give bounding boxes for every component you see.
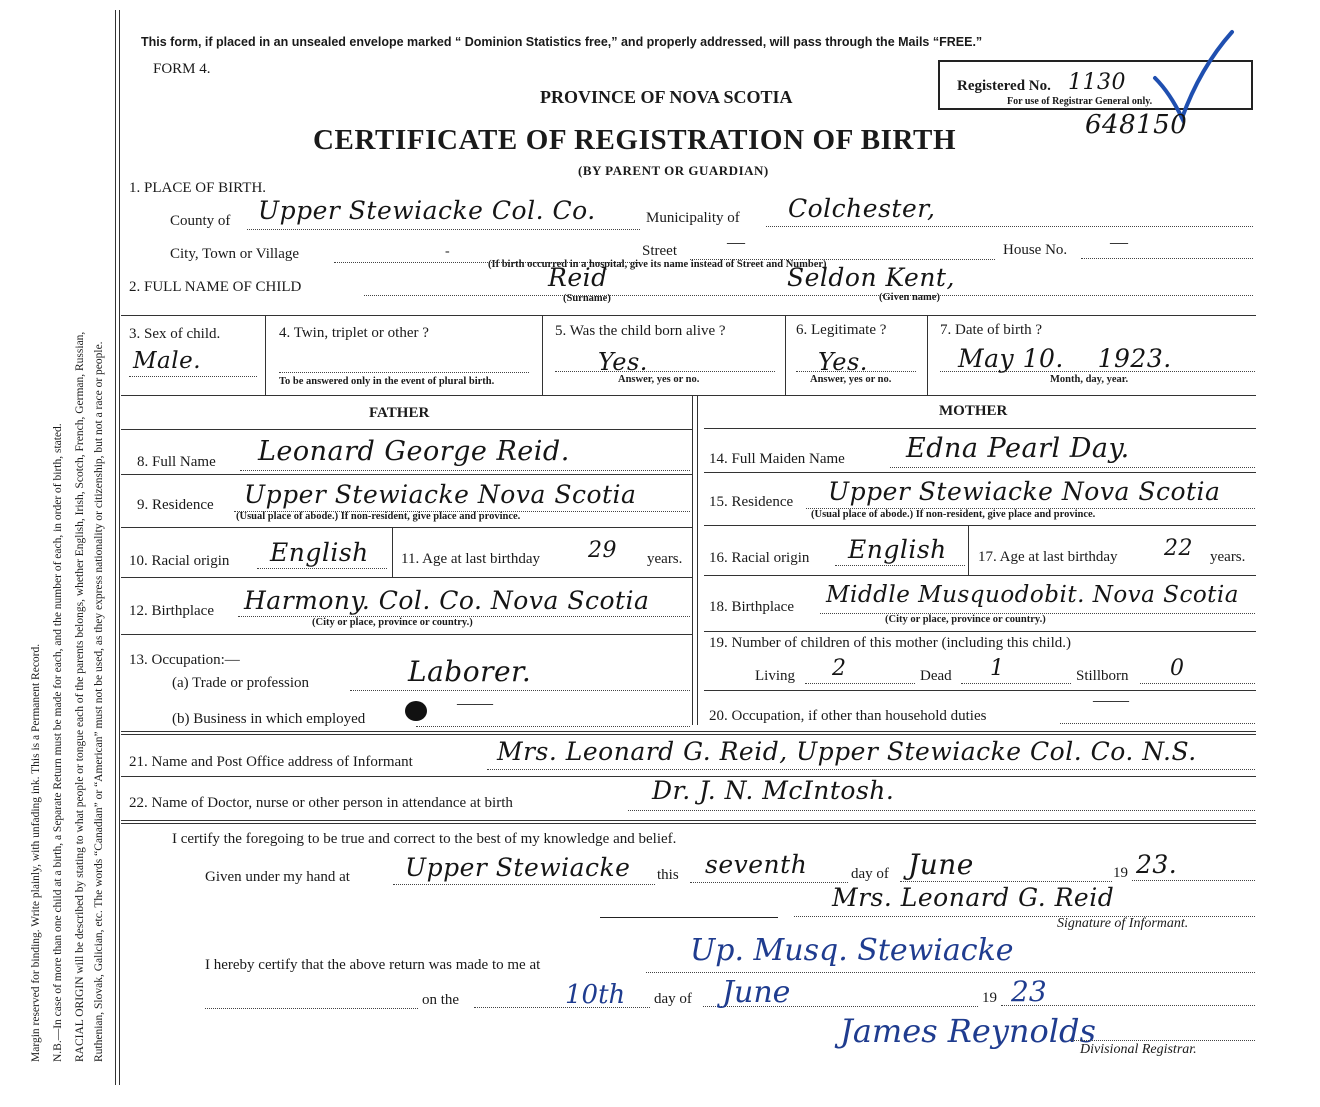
legitimate-label: 6. Legitimate ? [796,322,887,338]
father-heading: FATHER [369,405,430,421]
mail-notice-text: This form, if placed in an unsealed envelope marked “ Dominion Statistics free,” and properly addressed, will pass through the Mails [141,35,933,49]
father-racial-label: 10. Racial origin [129,553,230,569]
county-line [247,229,640,230]
row-rule [121,731,1256,732]
father-birthplace-caption: (City or place, province or country.) [312,617,473,628]
dob-caption: Month, day, year. [1050,374,1129,385]
child-name-label: 2. FULL NAME OF CHILD [129,279,302,295]
row-rule [121,820,1256,821]
registrar-on-line [205,1008,418,1009]
signature-rule [600,917,778,918]
mother-racial-line [835,565,965,566]
certify-statement: I certify the foregoing to be true and correct to the best of my knowledge and belief. [172,831,677,847]
father-occupation-label: 13. Occupation:— [129,652,240,668]
informant-line [487,769,1255,770]
registrar-use-note: For use of Registrar General only. [1007,96,1153,107]
alive-label: 5. Was the child born alive ? [555,323,726,339]
registrar-signature: James Reynolds [840,1012,1096,1050]
row-rule [121,577,692,578]
day-of-label: day of [851,866,889,882]
col-rule [542,315,543,395]
row-rule [704,631,1256,632]
child-name-line [364,295,1253,296]
twin-note: To be answered only in the event of plural birth. [279,376,495,387]
registrar-day-of-label: day of [654,991,692,1007]
row-rule [121,823,1256,824]
father-birthplace-value: Harmony. Col. Co. Nova Scotia [244,586,650,615]
registered-number: 1130 [1068,70,1126,95]
registrar-year-value: 23 [1011,975,1047,1008]
day-value: seventh [705,850,808,879]
mail-notice [141,35,982,49]
mother-age-label: 17. Age at last birthday [978,549,1118,565]
county-label: County of [170,213,231,229]
registrar-statement: I hereby certify that the above return was made to me at [205,957,541,973]
living-label: Living [755,668,795,684]
row-rule [121,315,1256,316]
father-business-label: (b) Business in which employed [172,711,366,727]
mother-age-value: 22 [1164,536,1193,561]
dead-line [961,683,1071,684]
registrar-date-value: 10th [565,980,626,1010]
registrar-place-value: Up. Musq. Stewiacke [690,933,1014,968]
col-rule [392,527,393,577]
living-line [805,683,915,684]
given-place-value: Upper Stewiacke [405,853,631,882]
row-rule [704,575,1256,576]
stillborn-label: Stillborn [1076,668,1129,684]
row-rule [704,472,1256,473]
mother-birthplace-value: Middle Musquodobit. Nova Scotia [826,582,1239,608]
month-value: June [908,848,974,881]
given-place-line [393,884,655,885]
mother-racial-value: English [848,535,947,564]
row-rule [121,527,692,528]
mother-name-value: Edna Pearl Day. [906,433,1130,464]
sex-line [129,376,257,377]
father-trade-label: (a) Trade or profession [172,675,310,691]
col-rule [785,315,786,395]
father-residence-value: Upper Stewiacke Nova Scotia [244,480,637,509]
twin-line [279,372,529,373]
registrar-caption: Divisional Registrar. [1080,1042,1197,1057]
certificate-subtitle: (BY PARENT OR GUARDIAN) [578,163,769,178]
year-value: 23. [1136,850,1178,879]
alive-line [555,371,775,372]
doctor-value: Dr. J. N. McIntosh. [652,776,895,805]
dob-label: 7. Date of birth ? [940,322,1043,338]
mother-residence-value: Upper Stewiacke Nova Scotia [828,477,1221,506]
mother-age-unit: years. [1210,549,1246,565]
living-value: 2 [832,656,847,681]
father-age-value: 29 [588,538,617,563]
margin-rule [119,10,120,1085]
year-line [1132,880,1255,881]
margin-note-multiple-births: N.B.—In case of more than one child at a birth, a Separate Return must be made for each, and the number of each, in order of birth, stated. [52,423,64,1062]
row-rule [704,525,1256,526]
ink-blot-icon [402,698,430,724]
racial-origin-note: RACIAL ORIGIN will be described by stating to what people or tongue each of the parents belongs, whether English, Irish, Scotch, French, German, Russian, [74,331,86,1062]
col-rule [265,315,266,395]
row-rule [704,428,1256,429]
mother-racial-label: 16. Racial origin [709,550,810,566]
alive-value: Yes. [598,348,648,376]
row-rule [121,734,1256,735]
city-label: City, Town or Village [170,246,300,262]
stillborn-line [1140,683,1255,684]
stillborn-value: 0 [1170,656,1185,681]
house-label: House No. [1003,242,1068,258]
row-rule [121,474,692,475]
father-racial-value: English [270,538,369,567]
col-rule [968,525,969,575]
registrar-month-value: June [722,975,791,1010]
parents-divider [697,395,698,725]
registrar-signature-line [1070,1040,1255,1041]
father-residence-caption: (Usual place of abode.) If non-resident, give place and province. [236,511,521,522]
mother-heading: MOTHER [939,403,1008,419]
street-value: — [727,232,745,252]
margin-note-binding: Margin reserved for binding. Write plainly, with unfading ink. This is a Permanent Record. [30,643,42,1062]
street-label: Street [642,243,677,259]
month-line [900,881,1112,882]
certificate-title: CERTIFICATE OF REGISTRATION OF BIRTH [313,124,957,156]
father-trade-value: Laborer. [408,655,532,688]
given-under-label: Given under my hand at [205,869,350,885]
father-racial-line [257,568,387,569]
doctor-label: 22. Name of Doctor, nurse or other person in attendance at birth [129,795,513,811]
mother-name-line [890,467,1255,468]
county-value: Upper Stewiacke Col. Co. [258,196,596,225]
margin-note-nationality: Ruthenian, Slovak, Galician, etc. The words “Canadian” or “American” must not be used, as they express nationality or citizenship, but not a race or people. [93,341,105,1062]
twin-label: 4. Twin, triplet or other ? [279,325,429,341]
municipality-label: Municipality of [646,210,740,226]
informant-label: 21. Name and Post Office address of Informant [129,754,413,770]
file-number: 648150 [1085,110,1188,140]
municipality-line [766,226,1253,227]
form-number: FORM 4. [153,61,211,77]
year-prefix: 19 [1113,865,1128,881]
child-given-name: Seldon Kent, [787,263,955,292]
father-age-label: 11. Age at last birthday [401,551,540,567]
sex-value: Male. [133,348,202,374]
father-trade-line [350,690,690,691]
dead-label: Dead [920,668,952,684]
mail-notice-free: “FREE.” [932,35,983,49]
informant-value: Mrs. Leonard G. Reid, Upper Stewiacke Col. Co. N.S. [497,737,1197,766]
mother-occupation-value: —— [1093,690,1129,710]
parents-divider [692,395,693,725]
informant-signature: Mrs. Leonard G. Reid [832,883,1115,912]
col-rule [927,315,928,395]
margin-rule [115,10,116,1085]
father-business-value: —— [457,693,493,713]
row-rule [121,429,692,430]
father-name-label: 8. Full Name [137,454,216,470]
registrar-year-prefix: 19 [982,990,997,1006]
row-rule [121,634,692,635]
father-name-value: Leonard George Reid. [258,436,570,467]
hospital-note: (If birth occurred in a hospital, give its name instead of Street and Number) [488,259,827,270]
surname-caption: (Surname) [563,293,611,304]
municipality-value: Colchester, [788,194,936,223]
doctor-line [628,810,1255,811]
children-count-label: 19. Number of children of this mother (including this child.) [709,635,1072,651]
day-line [690,882,848,883]
registrar-place-line [646,972,1255,973]
given-caption: (Given name) [879,292,940,303]
on-the-label: on the [422,992,460,1008]
house-line [1081,258,1253,259]
mother-birthplace-label: 18. Birthplace [709,599,794,615]
place-of-birth-label: 1. PLACE OF BIRTH. [129,180,267,196]
mother-name-label: 14. Full Maiden Name [709,451,845,467]
child-surname: Reid [548,263,608,292]
row-rule [121,395,1256,396]
mother-residence-label: 15. Residence [709,494,794,510]
mother-occupation-line [1060,723,1255,724]
father-name-line [240,470,690,471]
mother-birthplace-caption: (City or place, province or country.) [885,614,1046,625]
legitimate-answer-caption: Answer, yes or no. [810,374,892,385]
mother-residence-caption: (Usual place of abode.) If non-resident, give place and province. [811,509,1096,520]
father-residence-label: 9. Residence [137,497,214,513]
city-value: - [445,244,450,259]
father-birthplace-label: 12. Birthplace [129,603,214,619]
mother-occupation-label: 20. Occupation, if other than household duties [709,708,987,724]
alive-answer-caption: Answer, yes or no. [618,374,700,385]
legitimate-value: Yes. [818,348,868,376]
margin-note-racial-origin [74,332,86,1062]
province-heading: PROVINCE OF NOVA SCOTIA [540,87,793,107]
father-age-unit: years. [647,551,683,567]
informant-signature-caption: Signature of Informant. [1057,916,1189,931]
sex-label: 3. Sex of child. [129,326,221,342]
registered-label: Registered No. [957,78,1051,94]
dob-value: May 10. 1923. [958,344,1172,373]
dead-value: 1 [990,656,1005,681]
father-business-line [416,726,690,727]
this-label: this [657,867,679,883]
row-rule [704,690,1256,691]
house-value: — [1110,232,1128,252]
